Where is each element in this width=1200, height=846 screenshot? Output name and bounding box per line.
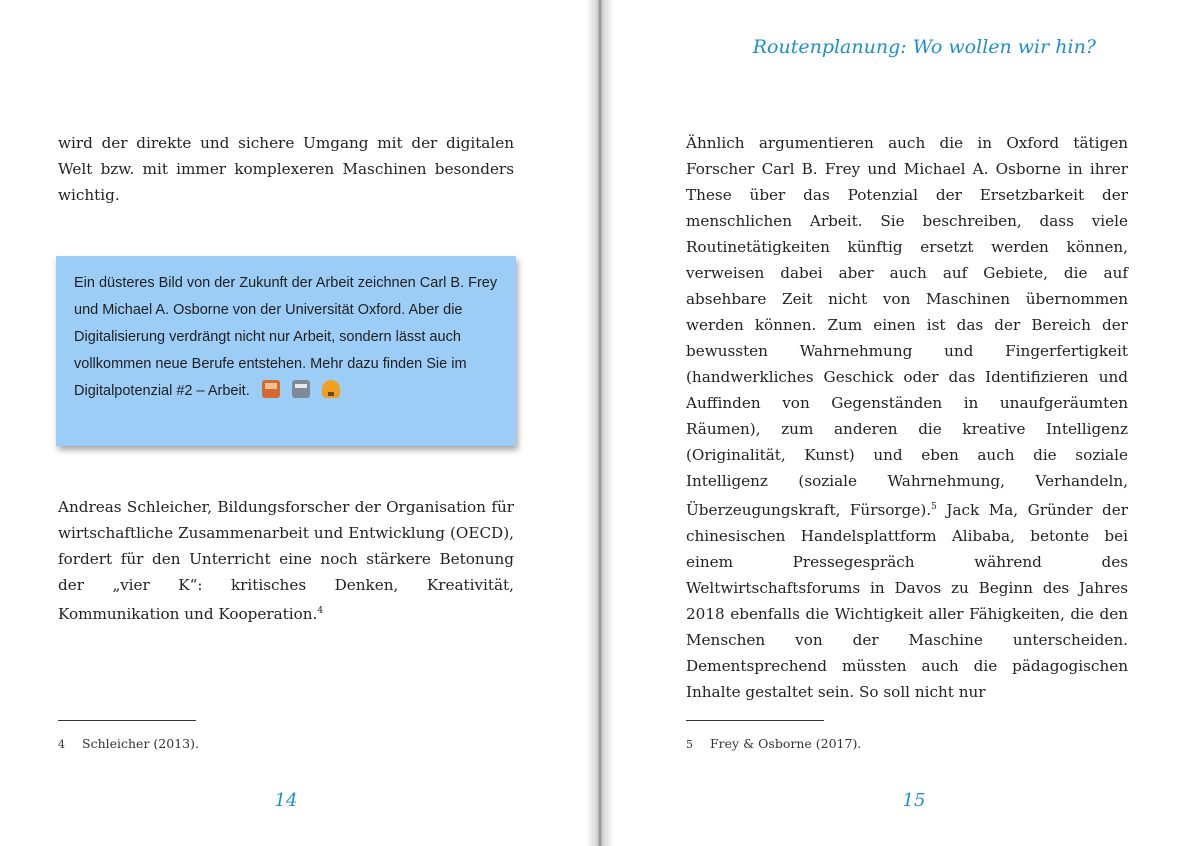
left-paragraph-1: wird der direkte und sichere Umgang mit der digitalen Welt bzw. mit immer komplexeren Maschinen besonders wichtig.: [58, 134, 514, 204]
footnote-text: Schleicher (2013).: [82, 736, 199, 751]
info-callout-box: [56, 256, 516, 446]
footnote-5: [686, 736, 861, 751]
footnote-4: [58, 736, 199, 751]
callout-text-block: [74, 270, 504, 405]
footnote-rule: [58, 720, 196, 721]
left-paragraph-2: [58, 494, 514, 627]
right-page: [600, 0, 1200, 846]
right-paragraph-1-text-a: Ähnlich argumentieren auch die in Oxford tätigen Forscher Carl B. Frey und Michael A. Osborne in ihrer These über das Potenzial der Ersetzbarkeit der menschlichen Arbeit. Sie beschreiben, dass viele Routinetätigkeiten künftig ersetzt werden können, verweisen dabei aber auch auf Gebiete, die auf absehbare Zeit nicht von Maschinen übernommen werden können. Zum einen ist das der Bereich der bewussten Wahrnehmung und Fingerfertigkeit (handwerkliches Geschick oder das Identifizieren und Auffinden von Gegenständen in unaufgeräumten Räumen), zum anderen die kreative Intelligenz (Originalität, Kunst) und eben auch die soziale Intelligenz (soziale Wahrnehmung, Verhandeln, Überzeugungskraft, Fürsorge).: [686, 134, 1128, 520]
book-icon[interactable]: [262, 380, 280, 398]
footnote-text: Frey & Osborne (2017).: [710, 736, 862, 751]
callout-text: Ein düsteres Bild von der Zukunft der Arbeit zeichnen Carl B. Frey und Michael A. Osborne von der Universität Oxford. Aber die Digitalisierung verdrängt nicht nur Arbeit, sondern lässt auch vollkommen neue Berufe entstehen. Mehr dazu finden Sie im Digitalpotenzial #2 – Arbeit.: [74, 275, 498, 399]
right-paragraph-1-text-b: Jack Ma, Gründer der chinesischen Handelsplattform Alibaba, betonte bei einem Pressegespräch während des Weltwirtschaftsforums in Davos zu Beginn des Jahres 2018 ebenfalls die Wichtigkeit aller Fähigkeiten, die den Menschen von der Maschine unterscheiden. Dementsprechend müssten auch die pädagogischen Inhalte gestaltet sein. So soll nicht nur: [686, 501, 1128, 702]
running-head: Routenplanung: Wo wollen wir hin?: [752, 36, 1096, 58]
footnote-number: 5: [686, 738, 693, 751]
page-number-right: 15: [902, 790, 926, 811]
footnote-reference-4[interactable]: 4: [317, 606, 324, 616]
footnote-number: 4: [58, 738, 65, 751]
right-paragraph-1: [686, 130, 1128, 705]
printer-icon[interactable]: [292, 380, 310, 398]
page-number-left: 14: [274, 790, 298, 811]
left-paragraph-2-text: Andreas Schleicher, Bildungsforscher der Organisation für wirtschaftliche Zusammenarbeit und Entwicklung (OECD), fordert für den Unterricht eine noch stärkere Betonung der „vier K“: kritisches Denken, Kreativität, Kommunikation und Kooperation.: [58, 498, 514, 624]
lightbulb-icon[interactable]: [322, 380, 340, 398]
footnote-rule: [686, 720, 824, 721]
book-gutter-shadow: [586, 0, 614, 846]
footnote-reference-5[interactable]: 5: [931, 502, 937, 512]
